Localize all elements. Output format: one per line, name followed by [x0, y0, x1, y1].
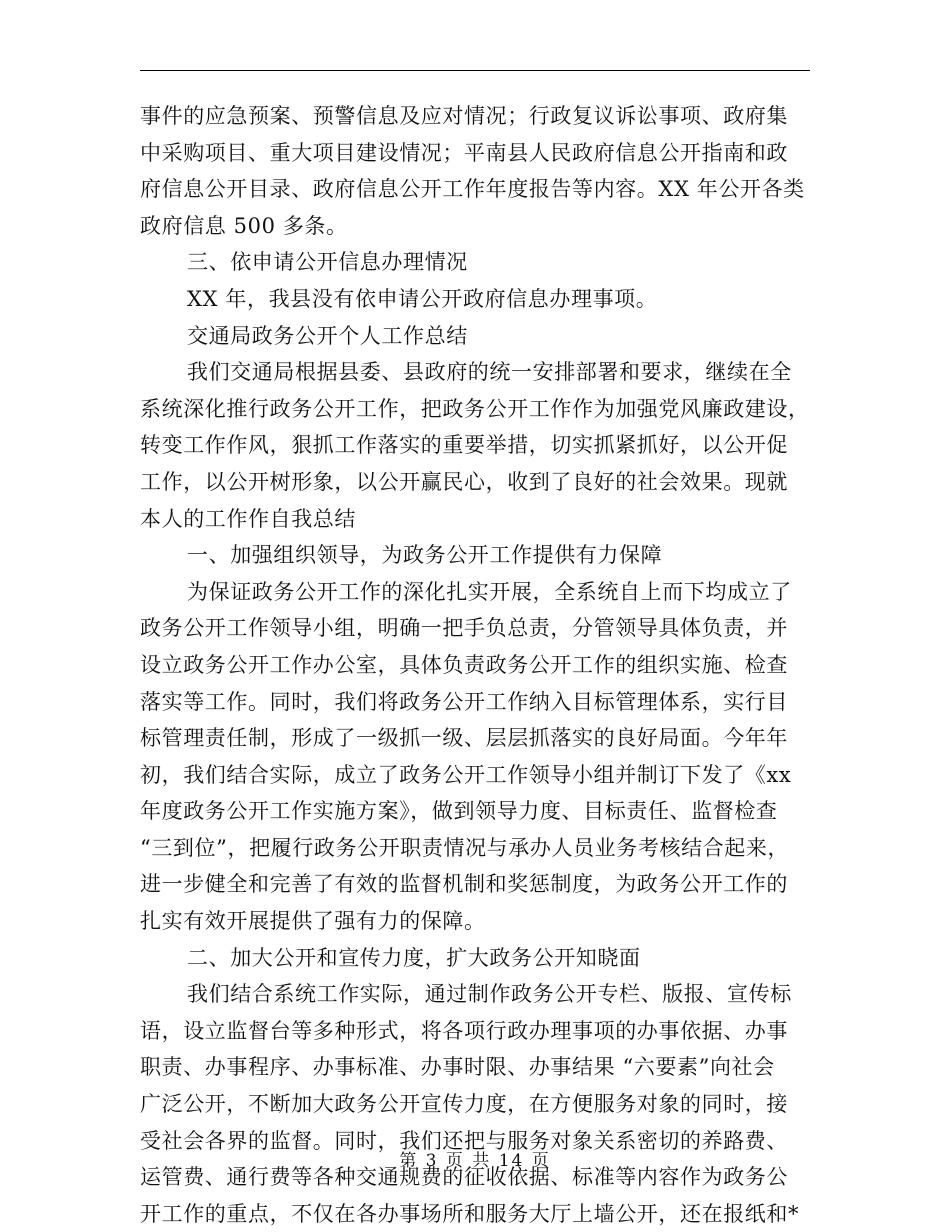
- text-line: 落实等工作。同时，我们将政务公开工作纳入目标管理体系，实行目: [140, 689, 788, 714]
- text-line: 本人的工作作自我总结: [140, 506, 356, 531]
- text-line: 工作，以公开树形象，以公开赢民心，收到了良好的社会效果。现就: [140, 469, 788, 494]
- text-line: 年度政务公开工作实施方案》，做到领导力度、目标责任、监督检查: [140, 799, 778, 824]
- text-line: 职责、办事程序、办事标准、办事时限、办事结果 “六要素”向社会: [140, 1055, 775, 1080]
- text-line: 一、加强组织领导，为政务公开工作提供有力保障: [187, 543, 663, 568]
- text-line: 扎实有效开展提供了强有力的保障。: [140, 909, 486, 934]
- text-line: 政府信息 500 多条。: [140, 213, 348, 238]
- text-line: 我们结合系统工作实际，通过制作政务公开专栏、版报、宣传标: [187, 982, 792, 1007]
- text-line: 运管费、通行费等各种交通规费的征收依据、标准等内容作为政务公: [140, 1165, 788, 1190]
- text-line: 府信息公开目录、政府信息公开工作年度报告等内容。XX 年公开各类: [140, 177, 805, 202]
- text-line: 系统深化推行政务公开工作，把政务公开工作作为加强党风廉政建设，: [140, 396, 810, 421]
- text-line: 转变工作作风，狠抓工作落实的重要举措，切实抓紧抓好，以公开促: [140, 433, 788, 458]
- page-footer: 第 3 页 共 14 页: [399, 1151, 551, 1171]
- text-line: 设立政务公开工作办公室，具体负责政务公开工作的组织实施、检查: [140, 652, 788, 677]
- text-line: 二、加大公开和宣传力度，扩大政务公开知晓面: [187, 945, 641, 970]
- text-line: 三、依申请公开信息办理情况: [187, 250, 468, 275]
- text-line: XX 年，我县没有依申请公开政府信息办理事项。: [187, 286, 658, 311]
- header-rule: [140, 70, 810, 71]
- text-line: 政务公开工作领导小组，明确一把手负总责，分管领导具体负责，并: [140, 616, 788, 641]
- text-line: 交通局政务公开个人工作总结: [187, 323, 468, 348]
- text-line: 事件的应急预案、预警信息及应对情况；行政复议诉讼事项、政府集: [140, 104, 788, 128]
- text-line: 语，设立监督台等多种形式，将各项行政办理事项的办事依据、办事: [140, 1018, 788, 1043]
- text-line: 我们交通局根据县委、县政府的统一安排部署和要求，继续在全: [187, 360, 792, 385]
- text-line: “三到位”，把履行政务公开职责情况与承办人员业务考核结合起来，: [140, 835, 790, 860]
- text-line: 为保证政务公开工作的深化扎实开展，全系统自上而下均成立了: [187, 579, 792, 604]
- text-line: 初，我们结合实际，成立了政务公开工作领导小组并制订下发了《xx: [140, 762, 792, 787]
- text-line: 进一步健全和完善了有效的监督机制和奖惩制度，为政务公开工作的: [140, 872, 788, 897]
- text-line: 受社会各界的监督。同时，我们还把与服务对象关系密切的养路费、: [140, 1128, 788, 1153]
- text-line: 开工作的重点，不仅在各办事场所和服务大厅上墙公开，还在报纸和*: [140, 1201, 800, 1226]
- text-line: 标管理责任制，形成了一级抓一级、层层抓落实的良好局面。今年年: [140, 726, 788, 751]
- text-line: 中采购项目、重大项目建设情况；平南县人民政府信息公开指南和政: [140, 140, 788, 165]
- document-body: [140, 98, 810, 1232]
- text-line: 广泛公开，不断加大政务公开宣传力度，在方便服务对象的同时，接: [140, 1092, 788, 1117]
